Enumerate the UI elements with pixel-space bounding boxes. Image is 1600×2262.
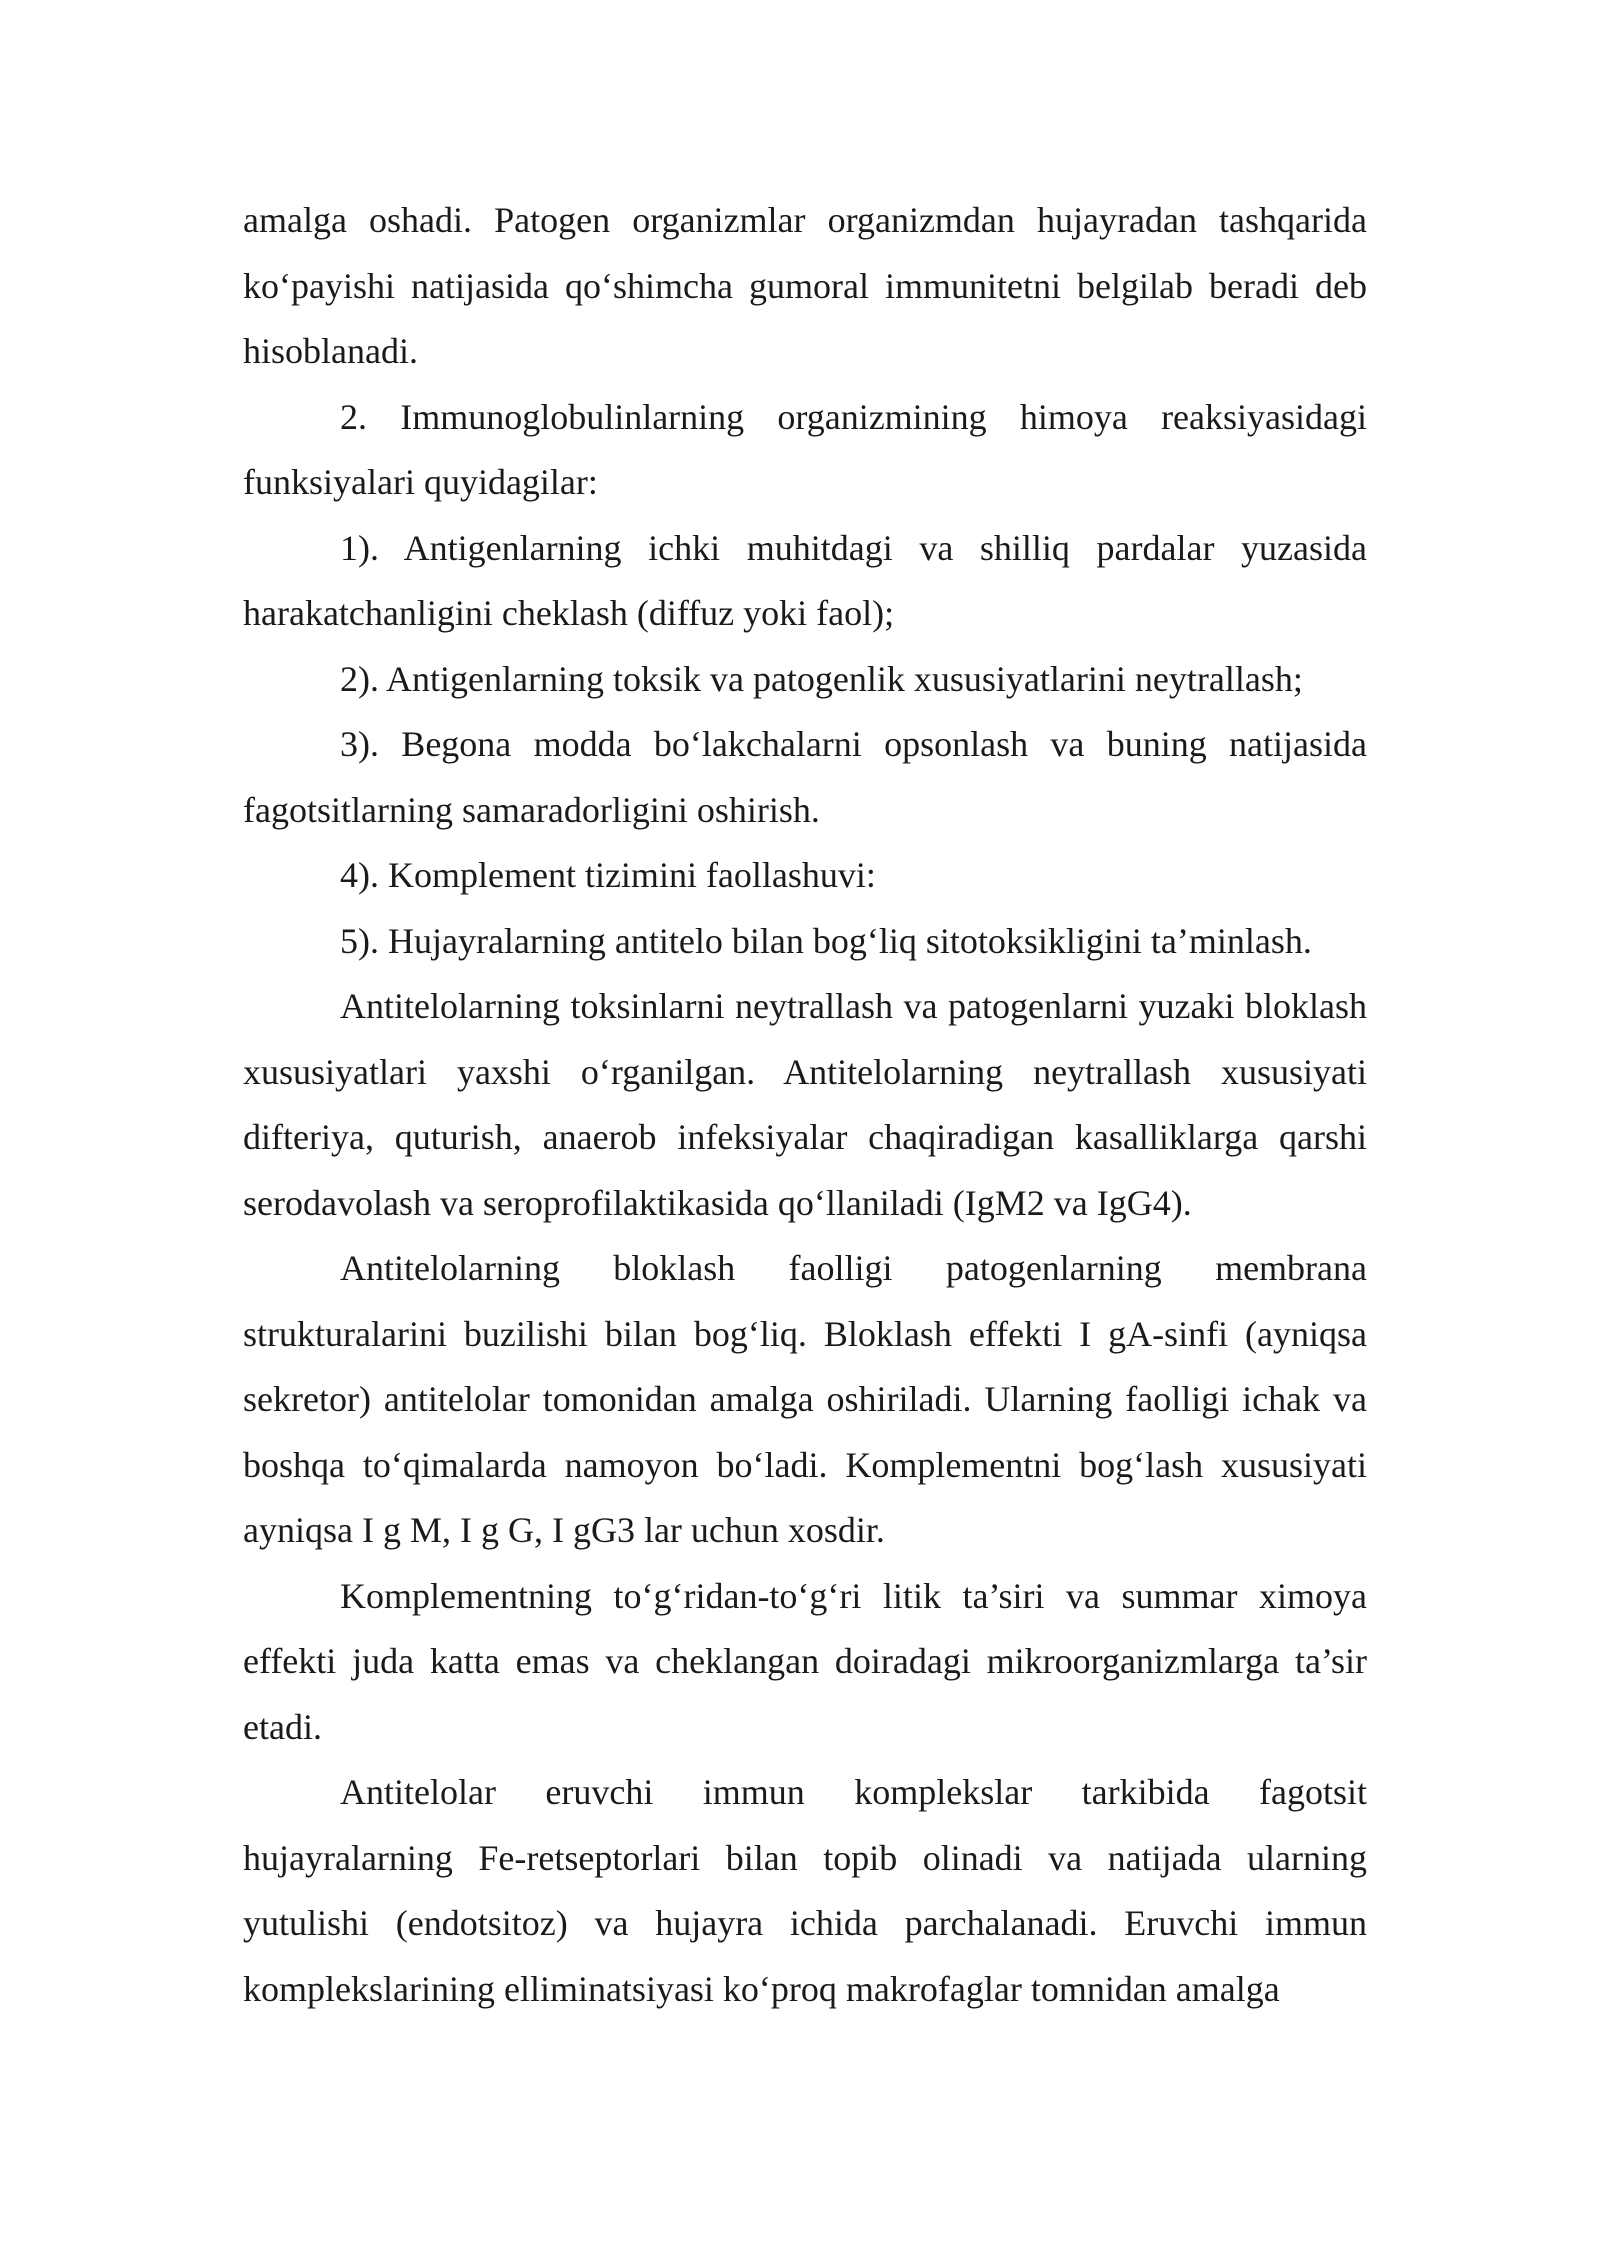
- paragraph-continuation: amalga oshadi. Patogen organizmlar organizmdan hujayradan tashqarida ko‘payishi natijasida qo‘shimcha gumoral immunitetni belgilab beradi deb hisoblanadi.: [243, 200, 1367, 371]
- paragraph-blocking: Antitelolarning bloklash faolligi patogenlarning membrana strukturalarini buzilishi bilan bog‘liq. Bloklash effekti I gA-sinfi (ayniqsa sekretor) antitelolar tomonidan amalga oshiriladi. Ularning faolligi ichak va boshqa to‘qimalarda namoyon bo‘ladi. Komplementni bog‘lash xususiyati ayniqsa I g M, I g G, I gG3 lar uchun xosdir.: [243, 1248, 1367, 1550]
- paragraph-section-2: 2. Immunoglobulinlarning organizmining himoya reaksiyasidagi funksiyalari quyidagilar:: [243, 396, 1367, 502]
- list-item-1: 1). Antigenlarning ichki muhitdagi va shilliq pardalar yuzasida harakatchanligini cheklash (diffuz yoki faol);: [243, 527, 1367, 633]
- list-item-2: 2). Antigenlarning toksik va patogenlik xususiyatlarini neytrallash;: [340, 658, 1303, 699]
- list-item-4: 4). Komplement tizimini faollashuvi:: [340, 855, 876, 895]
- list-item-5: 5). Hujayralarning antitelo bilan bog‘liq sitotoksikligini ta’minlash.: [340, 920, 1312, 961]
- paragraph-immune-complexes: Antitelolar eruvchi immun komplekslar tarkibida fagotsit hujayralarning Fe-retseptorlari bilan topib olinadi va natijada ularning yutulishi (endotsitoz) va hujayra ichida parchalanadi. Eruvchi immun komplekslarining elliminatsiyasi ko‘proq makrofaglar tomnidan amalga: [243, 1772, 1367, 2009]
- list-item-3: 3). Begona modda bo‘lakchalarni opsonlash va buning natijasida fagotsitlarning samaradorligini oshirish.: [243, 724, 1367, 830]
- paragraph-complement: Komplementning to‘g‘ridan-to‘g‘ri litik ta’siri va summar ximoya effekti juda katta emas va cheklangan doiradagi mikroorganizmlarga ta’sir etadi.: [243, 1575, 1367, 1747]
- document-page: [243, 188, 1367, 2022]
- paragraph-neutralization: Antitelolarning toksinlarni neytrallash va patogenlarni yuzaki bloklash xususiyatlari yaxshi o‘rganilgan. Antitelolarning neytrallash xususiyati difteriya, quturish, anaerob infeksiyalar chaqiradigan kasalliklarga qarshi serodavolash va seroprofilaktikasida qo‘llaniladi (IgM2 va IgG4).: [243, 986, 1367, 1223]
